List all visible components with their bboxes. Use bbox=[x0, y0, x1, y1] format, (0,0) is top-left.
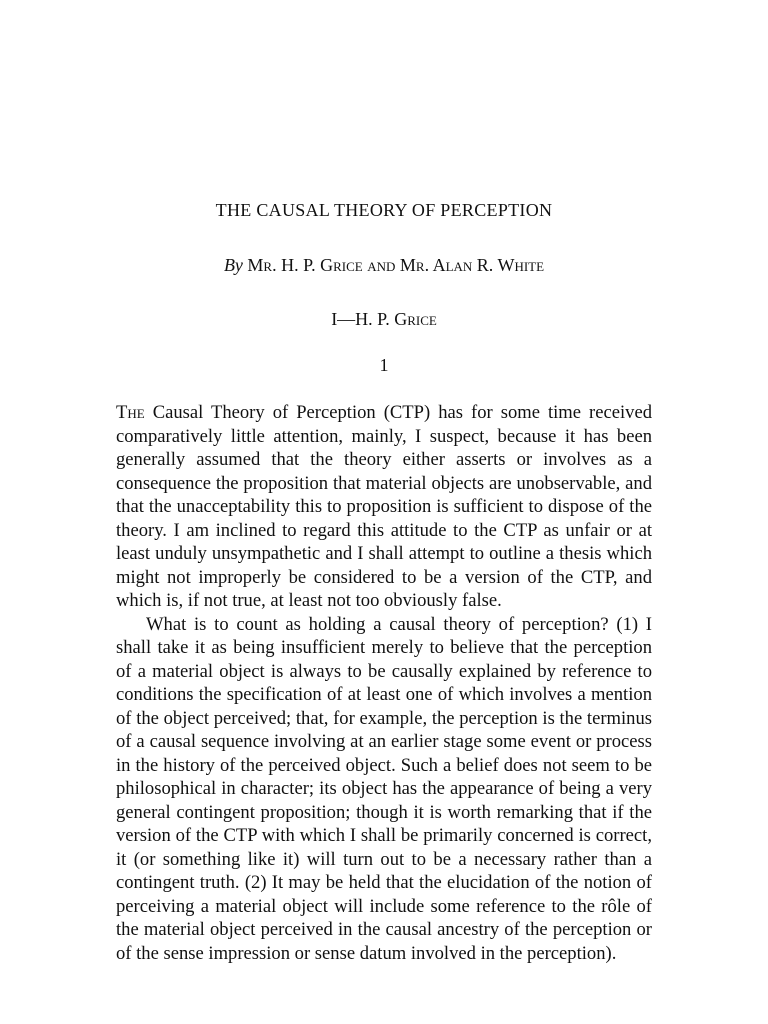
article-byline bbox=[0, 255, 768, 276]
paragraph-2: What is to count as holding a causal theory of perception? (1) I shall take it as being insufficient merely to believe that the perception of a material object is always to be causally explained by reference to conditions the specification of at least one of which involves a mention of the object perceived; that, for example, the perception is the terminus of a causal sequence involving at an earlier stage some event or process in the history of the perceived object. Such a belief does not seem to be philosophical in character; its object has the appearance of being a very general contingent proposition; though it is worth remarking that if the version of the CTP with which I shall be primarily concerned is correct, it (or something like it) will turn out to be a necessary rather than a contingent truth. (2) It may be held that the elucidation of the notion of perceiving a material object will include some reference to the rôle of the material object perceived in the causal ancestry of the perception or of the sense impression or sense datum involved in the perception). bbox=[116, 613, 652, 964]
section-heading: I—H. P. Grice bbox=[331, 309, 437, 329]
byline-authors: Mr. H. P. Grice and Mr. Alan R. White bbox=[247, 255, 545, 275]
paragraph-1-text: Causal Theory of Perception (CTP) has for some time received comparatively little attention, mainly, I suspect, because it has been generally assumed that the theory either asserts or involves as a consequence the proposition that material objects are unobservable, and that the unacceptability this to proposition is sufficient to dispose of the theory. I am inclined to regard this attitude to the CTP as unfair or at least unduly unsympathetic and I shall attempt to outline a thesis which might not improperly be considered to be a version of the CTP, and which is, if not true, at least not too obviously false. bbox=[116, 402, 652, 611]
article-title: THE CAUSAL THEORY OF PERCEPTION bbox=[215, 200, 553, 220]
byline-by: By bbox=[223, 255, 243, 275]
article-body bbox=[116, 401, 652, 965]
section-number: 1 bbox=[379, 355, 389, 375]
paragraph-1 bbox=[116, 401, 652, 613]
paragraph-1-lead: The bbox=[116, 402, 145, 423]
